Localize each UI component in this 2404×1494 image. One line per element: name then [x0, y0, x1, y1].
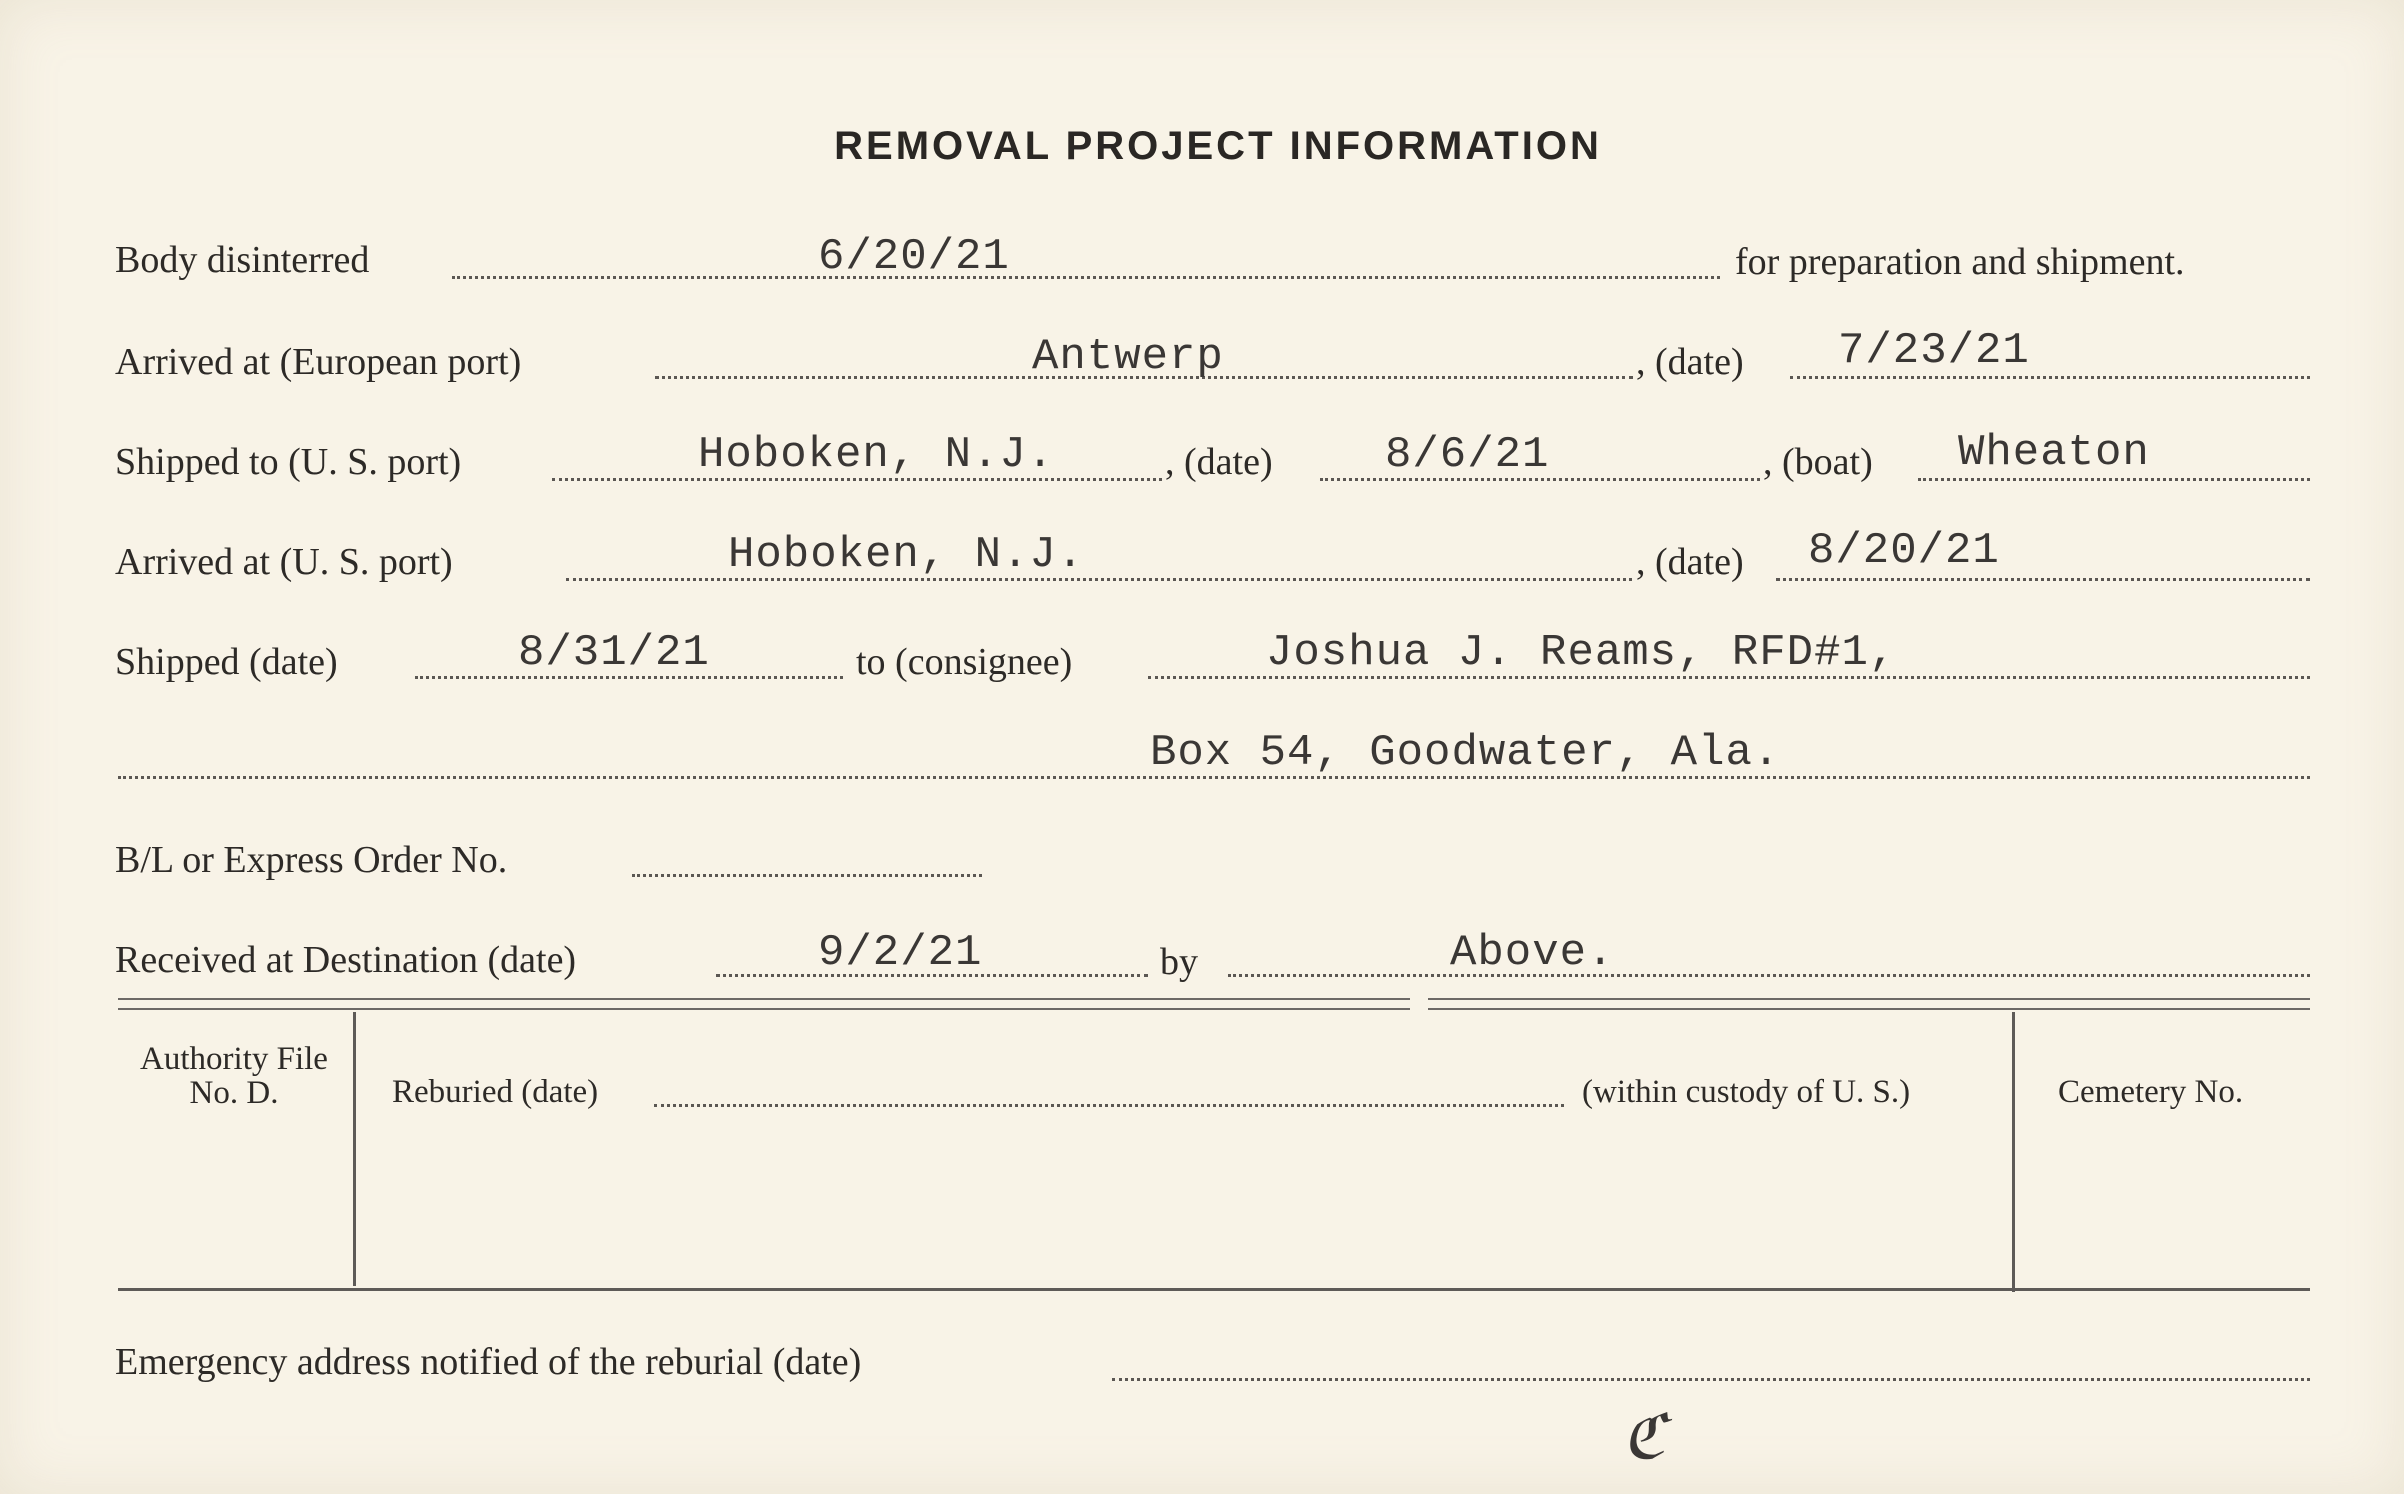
- arrived-us-port: Hoboken, N.J.: [728, 530, 1085, 580]
- box-bottom-rule: [118, 1288, 2310, 1291]
- arrived-us-label: Arrived at (U. S. port): [115, 541, 453, 583]
- received-by-line: [1228, 974, 2310, 977]
- received-date: 9/2/21: [818, 928, 983, 978]
- arrived-european-date: 7/23/21: [1838, 326, 2030, 376]
- emergency-line: [1112, 1378, 2310, 1381]
- received-by: Above.: [1450, 928, 1615, 978]
- consignee-label: to (consignee): [856, 641, 1073, 683]
- shipped-date: 8/31/21: [518, 628, 710, 678]
- handwritten-initial-mark: ℭ: [1622, 1400, 1666, 1473]
- bl-label: B/L or Express Order No.: [115, 839, 508, 881]
- disinterred-value: 6/20/21: [818, 232, 1010, 282]
- custody-label: (within custody of U. S.): [1582, 1074, 1911, 1110]
- arrived-european-port: Antwerp: [1032, 332, 1224, 382]
- double-separator-right: [1428, 998, 2310, 1010]
- reburied-label: Reburied (date): [392, 1074, 599, 1110]
- shipped-us-boat: Wheaton: [1958, 428, 2150, 478]
- consignee-value: Joshua J. Reams, RFD#1,: [1266, 628, 1897, 678]
- disinterred-label: Body disinterred: [115, 239, 370, 281]
- arrived-european-date-label: , (date): [1636, 341, 1744, 383]
- bl-line: [632, 874, 982, 877]
- arrived-us-line: [566, 578, 1632, 581]
- received-by-label: by: [1160, 941, 1198, 983]
- shipped-us-port: Hoboken, N.J.: [698, 430, 1055, 480]
- received-label: Received at Destination (date): [115, 939, 577, 981]
- arrived-us-date-line: [1776, 578, 2310, 581]
- arrived-us-date: 8/20/21: [1808, 526, 2000, 576]
- double-separator-left: [118, 998, 1410, 1010]
- emergency-label: Emergency address notified of the reburial (date): [115, 1341, 862, 1383]
- authority-label: Authority File No. D.: [140, 1041, 328, 1111]
- shipped-us-boat-line: [1918, 478, 2310, 481]
- box-divider-right: [2012, 1012, 2015, 1292]
- consignee-address: Box 54, Goodwater, Ala.: [1150, 728, 1781, 778]
- arrived-european-label: Arrived at (European port): [115, 341, 522, 383]
- shipped-label: Shipped (date): [115, 641, 338, 683]
- arrived-european-date-line: [1790, 376, 2310, 379]
- arrived-us-date-label: , (date): [1636, 541, 1744, 583]
- box-divider-left: [353, 1012, 356, 1286]
- shipped-us-label: Shipped to (U. S. port): [115, 441, 462, 483]
- reburied-line: [654, 1104, 1564, 1107]
- cemetery-label: Cemetery No.: [2058, 1074, 2244, 1110]
- card-title: REMOVAL PROJECT INFORMATION: [834, 124, 1602, 168]
- shipped-us-date: 8/6/21: [1385, 430, 1550, 480]
- disinterred-suffix: for preparation and shipment.: [1735, 241, 2185, 283]
- shipped-us-boat-label: , (boat): [1763, 441, 1873, 483]
- shipped-us-date-label: , (date): [1165, 441, 1273, 483]
- disinterred-line: [452, 276, 1720, 279]
